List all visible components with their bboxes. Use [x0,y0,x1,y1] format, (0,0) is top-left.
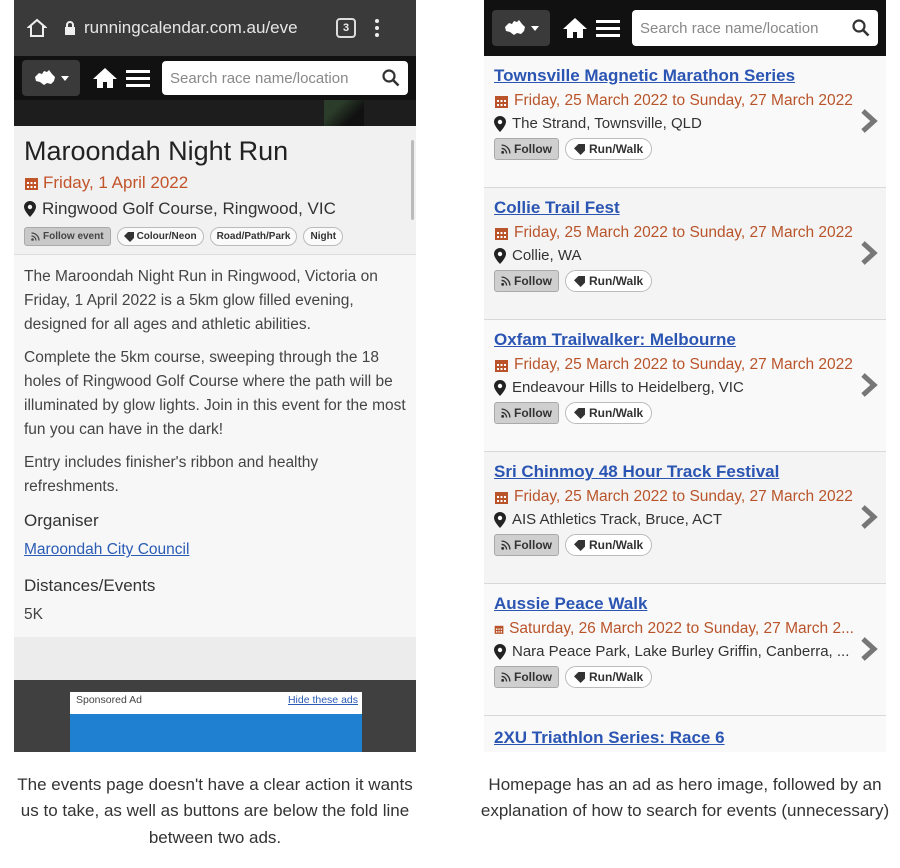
race-location: Collie, WA [494,247,854,264]
follow-button[interactable]: Follow [494,534,559,556]
follow-event-button[interactable]: Follow event [24,227,111,246]
race-title-link[interactable]: Aussie Peace Walk [494,594,648,613]
event-tag-row [24,227,406,246]
menu-icon[interactable] [126,70,150,87]
home-icon[interactable] [92,65,120,91]
race-list [484,56,886,752]
region-selector-button[interactable] [492,10,550,46]
organiser-label: Organiser [24,511,99,531]
site-nav-bar [484,0,886,56]
chevron-down-icon [61,76,69,81]
map-marker-icon [494,380,506,396]
tag-icon [574,408,585,419]
hide-ads-link[interactable]: Hide these ads [287,694,358,706]
tag-pill[interactable]: Run/Walk [565,666,652,688]
race-tags [494,270,876,292]
event-date [24,173,406,193]
race-location: Nara Peace Park, Lake Burley Griffin, Canberra, ... [494,643,854,660]
description-paragraph: The Maroondah Night Run in Ringwood, Victoria on Friday, 1 April 2022 is a 5km glow filled evening, designed for all ages and athletic abilities. [24,268,378,334]
map-marker-icon [24,201,36,217]
follow-button[interactable]: Follow [494,270,559,292]
rss-icon [501,408,511,418]
browser-url-bar [14,0,416,56]
race-date: Friday, 25 March 2022 to Sunday, 27 March 2022 [494,92,854,110]
hero-image-strip [14,100,416,126]
race-title-link[interactable]: Sri Chinmoy 48 Hour Track Festival [494,462,780,481]
rss-icon [501,276,511,286]
event-location [24,199,406,219]
calendar-icon [494,358,509,373]
tag-icon [574,144,585,155]
map-marker-icon [494,512,506,528]
map-marker-icon [494,248,506,264]
follow-button[interactable]: Follow [494,402,559,424]
organiser-link[interactable]: Maroondah City Council [24,541,190,559]
race-location: The Strand, Townsville, QLD [494,115,854,132]
site-nav-bar [14,56,416,100]
follow-button[interactable]: Follow [494,138,559,160]
event-date-text: Friday, 1 April 2022 [43,173,189,192]
tag-pill[interactable]: Colour/Neon [117,227,204,246]
calendar-icon [494,226,509,241]
event-title: Maroondah Night Run [24,136,289,166]
tag-pill[interactable]: Road/Path/Park [210,227,298,246]
chevron-right-icon[interactable] [860,372,878,398]
calendar-icon [24,176,39,191]
sponsored-ad[interactable] [70,692,362,752]
tag-pill[interactable]: Run/Walk [565,534,652,556]
calendar-icon [494,490,509,505]
tag-icon [574,672,585,683]
event-header [14,126,416,255]
distances-label: Distances/Events [24,575,156,595]
tab-count-button[interactable]: 3 [336,18,356,38]
race-date: Friday, 25 March 2022 to Sunday, 27 March 2022 [494,224,854,242]
australia-map-icon [33,69,57,87]
menu-icon[interactable] [596,20,620,37]
home-icon[interactable] [26,17,48,39]
map-marker-icon [494,644,506,660]
search-icon[interactable] [382,69,400,87]
race-title-link[interactable]: Oxfam Trailwalker: Melbourne [494,330,736,349]
event-page-screenshot [14,0,416,752]
ad-area [14,680,416,752]
home-icon[interactable] [562,15,590,41]
chevron-right-icon[interactable] [860,240,878,266]
list-item[interactable] [484,56,886,188]
race-date: Friday, 25 March 2022 to Sunday, 27 March 2022 [494,488,854,506]
chevron-right-icon[interactable] [860,636,878,662]
list-item[interactable] [484,452,886,584]
race-tags [494,402,876,424]
tag-icon [124,232,134,242]
browser-menu-icon[interactable] [374,19,380,37]
rss-icon [501,540,511,550]
race-location: Endeavour Hills to Heidelberg, VIC [494,379,854,396]
region-selector-button[interactable] [22,60,80,96]
list-item[interactable] [484,716,886,752]
tag-pill[interactable]: Night [303,227,343,246]
calendar-icon [494,94,509,109]
lock-icon [64,20,78,36]
race-tags [494,666,876,688]
race-title-link[interactable]: Townsville Magnetic Marathon Series [494,66,796,85]
search-box [632,10,878,46]
distances-value: 5K [24,605,43,623]
map-marker-icon [494,116,506,132]
tag-pill[interactable]: Run/Walk [565,138,652,160]
homepage-screenshot [484,0,886,752]
tag-icon [574,540,585,551]
list-item[interactable] [484,320,886,452]
race-date: Saturday, 26 March 2022 to Sunday, 27 March 2... [494,620,854,638]
tag-pill[interactable]: Run/Walk [565,270,652,292]
race-title-link[interactable]: 2XU Triathlon Series: Race 6 [494,728,725,747]
list-item[interactable] [484,188,886,320]
chevron-right-icon[interactable] [860,108,878,134]
race-title-link[interactable]: Collie Trail Fest [494,198,620,217]
event-location-text: Ringwood Golf Course, Ringwood, VIC [42,199,336,218]
caption-left: The events page doesn't have a clear action it wants us to take, as well as buttons are below the fold line between two ads. [17,775,413,847]
rss-icon [501,672,511,682]
tag-icon [574,276,585,287]
ad-image[interactable] [70,714,362,752]
follow-button[interactable]: Follow [494,666,559,688]
caption-right: Homepage has an ad as hero image, followed by an explanation of how to search for events (unnecessary) [480,775,890,821]
rss-icon [31,232,40,241]
race-tags [494,138,876,160]
search-box [162,61,408,95]
race-location: AIS Athletics Track, Bruce, ACT [494,511,854,528]
scrollbar[interactable] [411,140,414,220]
race-date: Friday, 25 March 2022 to Sunday, 27 March 2022 [494,356,854,374]
search-icon[interactable] [852,19,870,37]
australia-map-icon [503,19,527,37]
description-paragraph: Entry includes finisher's ribbon and healthy refreshments. [24,454,319,496]
search-input[interactable] [640,20,852,37]
search-input[interactable] [170,70,382,87]
calendar-icon [494,622,504,637]
chevron-down-icon [531,26,539,31]
tag-pill[interactable]: Run/Walk [565,402,652,424]
rss-icon [501,144,511,154]
chevron-right-icon[interactable] [860,504,878,530]
description-paragraph: Complete the 5km course, sweeping through the 18 holes of Ringwood Golf Course where the path will be illuminated by glow lights. Join in this event for the most fun you can have in the dark! [24,349,406,439]
sponsored-label: Sponsored Ad [76,694,142,706]
race-tags [494,534,876,556]
list-item[interactable] [484,584,886,716]
url-text[interactable]: runningcalendar.com.au/eve [84,18,298,37]
event-description [14,255,416,637]
